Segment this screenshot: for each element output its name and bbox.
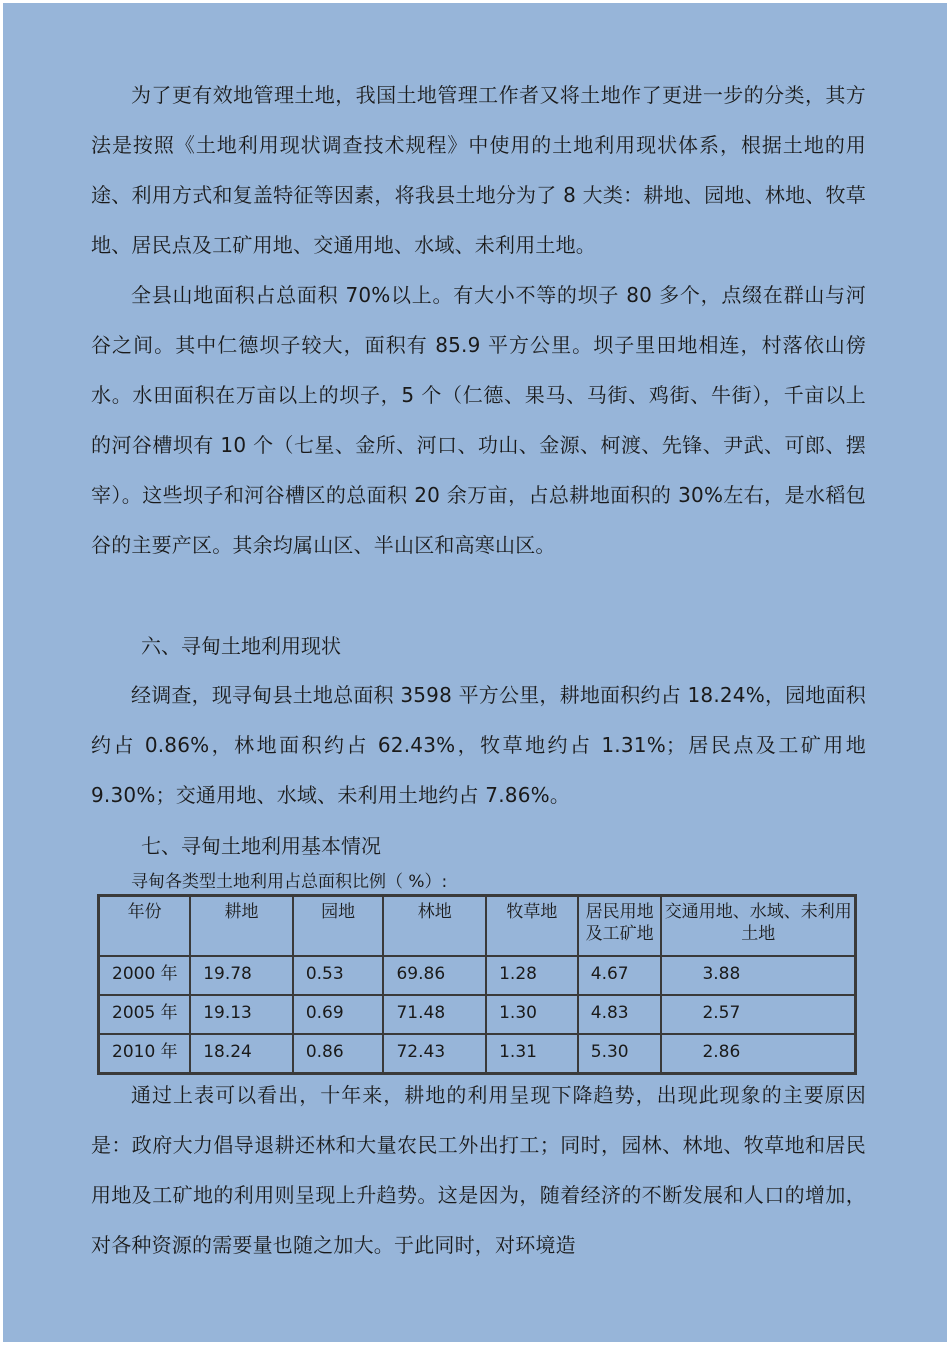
cell-garden: 0.86	[293, 1034, 384, 1074]
paragraph-land-classification: 为了更有效地管理土地，我国土地管理工作者又将土地作了更进一步的分类，其方法是按照《土地利用现状调查技术规程》中使用的土地利用现状体系，根据土地的用途、利用方式和复盖特征等因素，将我县土地分为了 8 大类：耕地、园地、林地、牧草地、居民点及工矿用地、交通用地、水域、未利用土地。	[91, 83, 866, 257]
cell-pasture: 1.28	[486, 956, 578, 995]
cell-transport-water-unused: 3.88	[661, 956, 855, 995]
cell-residential: 5.30	[578, 1034, 662, 1074]
paragraph-trend-analysis: 通过上表可以看出，十年来，耕地的利用呈现下降趋势，出现此现象的主要原因是：政府大力倡导退耕还林和大量农民工外出打工；同时，园林、林地、牧草地和居民用地及工矿地的利用则呈现上升趋势。这是因为，随着经济的不断发展和人口的增加，对各种资源的需要量也随之加大。于此同时，对环境造	[91, 1083, 866, 1257]
header-residential: 居民用地及工矿地	[578, 896, 662, 957]
heading-land-use-status: 六、寻甸土地利用现状	[141, 634, 341, 658]
cell-transport-water-unused: 2.57	[661, 995, 855, 1034]
paragraph-survey-results: 经调查，现寻甸县土地总面积 3598 平方公里，耕地面积约占 18.24%，园地面积约占 0.86%，林地面积约占 62.43%，牧草地约占 1.31%；居民点及工矿用地 9.30%；交通用地、水域、未利用土地约占 7.86%。	[91, 683, 866, 807]
cell-pasture: 1.31	[486, 1034, 578, 1074]
cell-garden: 0.69	[293, 995, 384, 1034]
cell-garden: 0.53	[293, 956, 384, 995]
cell-year: 2010 年	[99, 1034, 191, 1074]
cell-forest: 69.86	[383, 956, 486, 995]
header-garden: 园地	[293, 896, 384, 957]
cell-transport-water-unused: 2.86	[661, 1034, 855, 1074]
table-row	[99, 1034, 856, 1074]
table-row	[99, 995, 856, 1034]
heading-land-use-basics: 七、寻甸土地利用基本情况	[141, 834, 381, 858]
header-transport-water-unused: 交通用地、水域、未利用土地	[661, 896, 855, 957]
header-pasture: 牧草地	[486, 896, 578, 957]
cell-forest: 71.48	[383, 995, 486, 1034]
land-use-table	[97, 894, 857, 1075]
table-header-row	[99, 896, 856, 957]
document-page	[3, 3, 947, 1342]
header-year: 年份	[99, 896, 191, 957]
header-forest: 林地	[383, 896, 486, 957]
paragraph-mountain-area: 全县山地面积占总面积 70%以上。有大小不等的坝子 80 多个，点缀在群山与河谷之间。其中仁德坝子较大，面积有 85.9 平方公里。坝子里田地相连，村落依山傍水。水田面积在万亩以上的坝子，5 个（仁德、果马、马街、鸡街、牛街），千亩以上的河谷槽坝有 10 个（七星、金所、河口、功山、金源、柯渡、先锋、尹武、可郎、摆宰）。这些坝子和河谷槽区的总面积 20 余万亩，占总耕地面积的 30%左右，是水稻包谷的主要产区。其余均属山区、半山区和高寒山区。	[91, 283, 866, 557]
cell-year: 2005 年	[99, 995, 191, 1034]
table-row	[99, 956, 856, 995]
cell-cultivated: 18.24	[190, 1034, 293, 1074]
cell-pasture: 1.30	[486, 995, 578, 1034]
cell-forest: 72.43	[383, 1034, 486, 1074]
cell-year: 2000 年	[99, 956, 191, 995]
table-caption: 寻甸各类型土地利用占总面积比例（ %）:	[131, 872, 448, 892]
cell-residential: 4.67	[578, 956, 662, 995]
cell-cultivated: 19.13	[190, 995, 293, 1034]
cell-residential: 4.83	[578, 995, 662, 1034]
cell-cultivated: 19.78	[190, 956, 293, 995]
header-cultivated: 耕地	[190, 896, 293, 957]
